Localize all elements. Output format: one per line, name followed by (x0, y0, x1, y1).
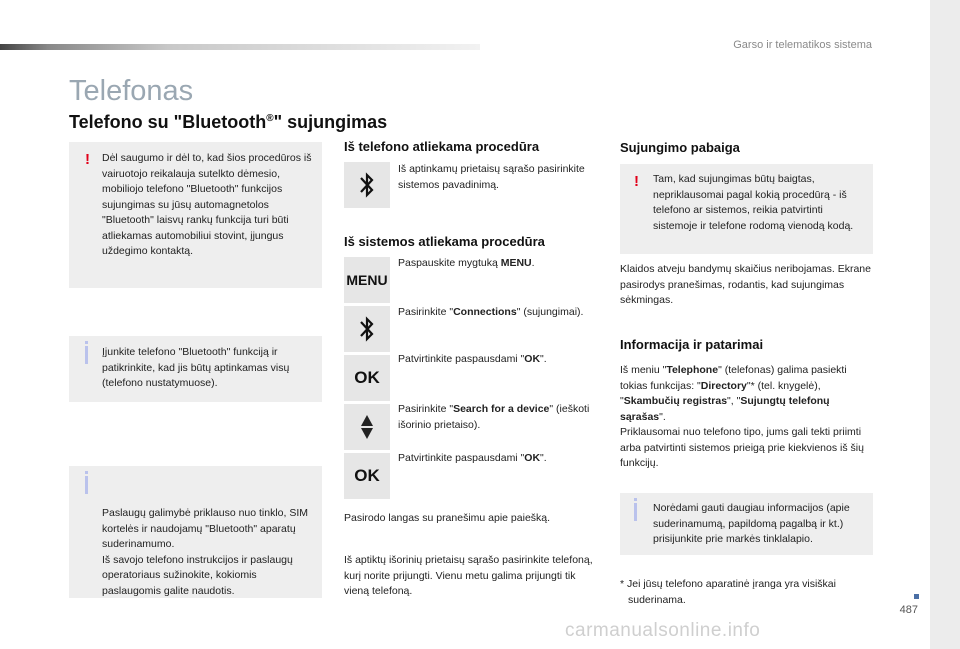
arrow-down-icon (361, 428, 373, 439)
info-icon (634, 503, 637, 521)
page-number: 487 (899, 604, 918, 616)
more-info-text: Norėdami gauti daugiau informacijos (apie suderinamumą, papildomą pagalbą ir kt.) prisijunkite prie markės tinklalapio. (653, 502, 850, 545)
system-procedure-title: Iš sistemos atliekama procedūra (344, 234, 545, 249)
system-step-3: Patvirtinkite paspausdami "OK". (398, 353, 547, 365)
arrow-up-icon (361, 415, 373, 426)
watermark: carmanualsonline.info (565, 620, 761, 641)
section-title: Garso ir telematikos sistema (733, 39, 872, 51)
pairing-warning-text: Tam, kad sujungimas būtų baigtas, nepriklausomai pagal kokią procedūrą - iš telefono ar sistemos, reikia patvirtinti sistemoje ir telefone rodomą vienodą kodą. (653, 173, 854, 232)
services-info-note (69, 466, 322, 598)
system-step-1: Paspauskite mygtuką MENU. (398, 257, 535, 269)
arrow-keys (344, 404, 390, 450)
page-subtitle: Telefono su "Bluetooth®" sujungimas (69, 112, 388, 132)
menu-key-label: MENU (346, 272, 388, 288)
more-info-note (620, 493, 873, 555)
system-step-2: Pasirinkite "Connections" (sujungimai). (398, 306, 584, 318)
warning-icon: ! (634, 173, 639, 190)
ok-key (344, 355, 390, 401)
ok-key (344, 453, 390, 499)
bluetooth-info-text: Įjunkite telefono "Bluetooth" funkciją ir patikrinkite, kad jis būtų aptinkamas visų (telefono nustatymuose). (102, 346, 290, 389)
select-phone-text: Iš aptiktų išorinių prietaisų sąrašo pasirinkite telefoną, kurį norite prijungti. Vienu metu galima prijungti tik vieną telefoną. (344, 554, 593, 597)
warning-icon: ! (85, 151, 90, 168)
header-decor-bar (0, 44, 480, 50)
bluetooth-info-note (69, 336, 322, 402)
system-step-4: Pasirinkite "Search for a device" (ieškoti išorinio prietaiso). (398, 403, 590, 431)
phone-step-text: Iš aptinkamų prietaisų sąrašo pasirinkite sistemos pavadinimą. (398, 163, 585, 191)
bluetooth-icon (357, 169, 377, 201)
pairing-warning-note (620, 164, 873, 254)
ok-key-label: OK (354, 368, 380, 387)
system-step-5: Patvirtinkite paspausdami "OK". (398, 452, 547, 464)
safety-warning-text: Dėl saugumo ir dėl to, kad šios procedūros iš vairuotojo reikalauja sutelkto dėmesio, mobiliojo telefono "Bluetooth" funkcijos sujungimas su jūsų automagnetolos "Bluetooth" laisvų rankų funkcija turi būti atliekamas automobiliui stovint, įjungus uždegimo kontaktą. (102, 152, 312, 257)
info-icon (85, 476, 88, 494)
info-icon (85, 346, 88, 364)
bluetooth-icon (357, 313, 377, 345)
error-text: Klaidos atveju bandymų skaičius neribojamas. Ekrane pasirodys pranešimas, rodantis, kad sujungimas sėkmingas. (620, 263, 871, 306)
pairing-end-title: Sujungimo pabaiga (620, 140, 740, 155)
ok-key-label: OK (354, 466, 380, 485)
phone-procedure-title: Iš telefono atliekama procedūra (344, 139, 540, 154)
menu-key (344, 257, 390, 303)
info-functions-text: Iš meniu "Telephone" (telefonas) galima pasiekti tokias funkcijas: "Directory"* (tel. knygelė), "Skambučių registras", "Sujungtų telefonų sąrašas". Priklausomai nuo telefono tipo, jums gali tekti priimti arba patvirtinti sistemos prieigą prie kiekvienos iš šių funkcijų. (620, 364, 864, 469)
page-title: Telefonas (69, 75, 194, 107)
page-side-strip (930, 0, 960, 649)
services-info-text: Paslaugų galimybė priklauso nuo tinklo, SIM kortelės ir naudojamų "Bluetooth" aparatų suderinamumo. Iš savojo telefono instrukcijos ir paslaugų operatoriaus sužinokite, kokiomis paslaugomis galite naudotis. (102, 507, 309, 597)
bluetooth-key (344, 162, 390, 208)
footnote: * Jei jūsų telefono aparatinė įranga yra visiškai suderinama. (620, 578, 836, 606)
bluetooth-key (344, 306, 390, 352)
page-marker (914, 594, 919, 599)
search-window-text: Pasirodo langas su pranešimu apie paiešką. (344, 512, 551, 524)
safety-warning-note (69, 142, 322, 288)
info-title: Informacija ir patarimai (620, 337, 764, 352)
